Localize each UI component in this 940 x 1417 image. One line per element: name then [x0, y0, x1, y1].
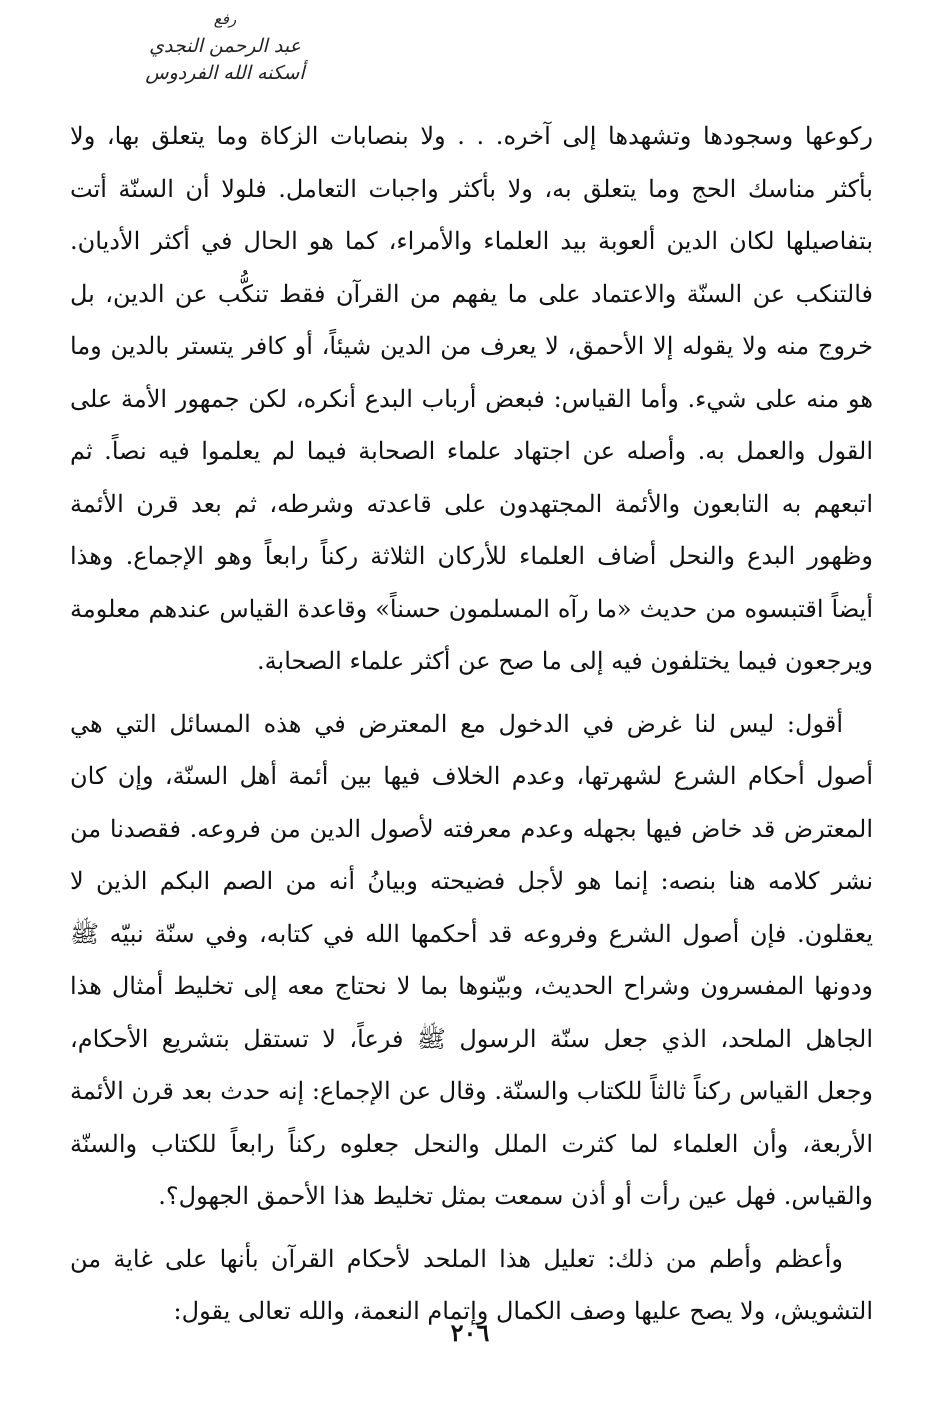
handwritten-stamp	[80, 6, 370, 96]
paragraph-1: ركوعها وسجودها وتشهدها إلى آخره. . . ولا بنصابات الزكاة وما يتعلق بها، ولا بأكثر مناسك الحج وما يتعلق به، ولا بأكثر واجبات التعامل. فلولا أن السنّة أتت بتفاصيلها لكان الدين ألعوبة بيد العلماء والأمراء، كما هو الحال في أكثر الأديان. فالتنكب عن السنّة والاعتماد على ما يفهم من القرآن فقط تنكُّب عن الدين، بل خروج منه ولا يقوله إلا الأحمق، لا يعرف من الدين شيئاً، أو كافر يتستر بالدين وما هو منه على شيء. وأما القياس: فبعض أرباب البدع أنكره، لكن جمهور الأمة على القول والعمل به. وأصله عن اجتهاد علماء الصحابة فيما لم يعلموا فيه نصاً. ثم اتبعهم به التابعون والأئمة المجتهدون على قاعدته وشرطه، ثم بعد قرن الأئمة وظهور البدع والنحل أضاف العلماء للأركان الثلاثة ركناً رابعاً وهو الإجماع. وهذا أيضاً اقتبسوه من حديث «ما رآه المسلمون حسناً» وقاعدة القياس عندهم معلومة ويرجعون فيما يختلفون فيه إلى ما صح عن أكثر علماء الصحابة.	[70, 122, 874, 675]
page-number: ٢٠٦	[450, 1318, 490, 1347]
main-text	[70, 110, 873, 1338]
stamp-line-1: رفع	[213, 10, 237, 28]
stamp-line-3: أسكنه الله الفردوس	[145, 62, 305, 84]
paragraph-2: أقول: ليس لنا غرض في الدخول مع المعترض في هذه المسائل التي هي أصول أحكام الشرع لشهرتها، وعدم الخلاف فيها بين أئمة أهل السنّة، وإن كان المعترض قد خاض فيها بجهله وعدم معرفته لأصول الدين من فروعه. فقصدنا من نشر كلامه هنا بنصه: إنما هو لأجل فضيحته وبيانُ أنه من الصم البكم الذين لا يعقلون. فإن أصول الشرع وفروعه قد أحكمها الله في كتابه، وفي سنّة نبيّه ﷺ ودونها المفسرون وشراح الحديث، وبيّنوها بما لا نحتاج معه إلى تخليط أمثال هذا الجاهل الملحد، الذي جعل سنّة الرسول ﷺ فرعاً، لا تستقل بتشريع الأحكام، وجعل القياس ركناً ثالثاً للكتاب والسنّة. وقال عن الإجماع: إنه حدث بعد قرن الأئمة الأربعة، وأن العلماء لما كثرت الملل والنحل جعلوه ركناً رابعاً للكتاب والسنّة والقياس. فهل عين رأت أو أذن سمعت بمثل تخليط هذا الأحمق الجهول؟.	[70, 709, 873, 1210]
stamp-line-2: عبد الرحمن النجدي	[149, 35, 301, 57]
paragraph-3: وأعظم وأطم من ذلك: تعليل هذا الملحد لأحكام القرآن بأنها على غاية من التشويش، ولا يصح عليها وصف الكمال وإتمام النعمة، والله تعالى يقول:	[70, 1244, 873, 1325]
